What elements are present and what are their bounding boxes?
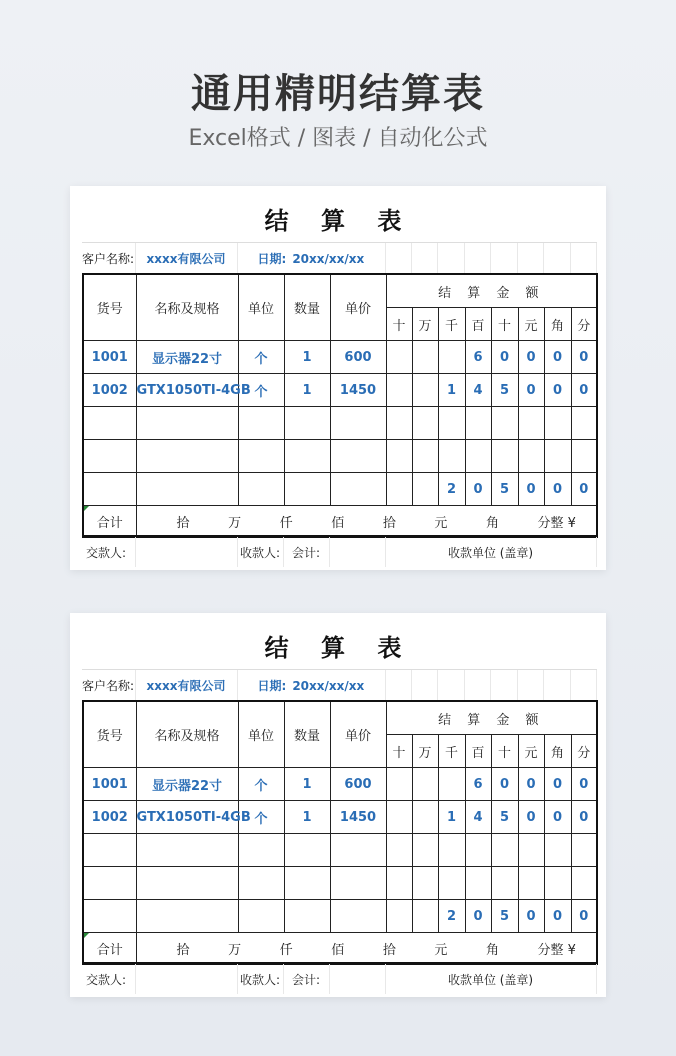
cell-qty xyxy=(284,407,330,440)
cell-digit: 0 xyxy=(491,341,518,374)
cell-qty xyxy=(284,900,330,933)
cell-code xyxy=(83,440,136,473)
cell-digit: 0 xyxy=(518,801,544,834)
cell-code xyxy=(83,834,136,867)
cell-name xyxy=(136,440,238,473)
cell-digit xyxy=(386,407,412,440)
cell-digit: 0 xyxy=(518,900,544,933)
digit-header: 十 xyxy=(491,735,518,768)
cell-digit: 0 xyxy=(544,768,571,801)
cell-digit xyxy=(544,440,571,473)
cell-digit: 0 xyxy=(491,768,518,801)
total-word: 元 xyxy=(434,942,448,958)
cell-price xyxy=(330,473,386,506)
total-word: 拾 xyxy=(176,942,190,958)
cell-digit xyxy=(491,440,518,473)
cell-digit xyxy=(518,407,544,440)
total-word: 仟 xyxy=(279,942,293,958)
cell-unit xyxy=(238,407,284,440)
cell-qty xyxy=(284,440,330,473)
payer-label: 交款人: xyxy=(82,963,135,994)
cell-digit xyxy=(518,867,544,900)
cell-digit: 5 xyxy=(491,801,518,834)
cell-digit xyxy=(438,834,465,867)
cell-digit: 0 xyxy=(544,801,571,834)
table-row xyxy=(83,341,597,374)
cell-unit xyxy=(238,900,284,933)
page-title: 通用精明结算表 xyxy=(191,71,485,117)
cell-price xyxy=(330,407,386,440)
cell-digit xyxy=(491,834,518,867)
cell-digit xyxy=(465,834,491,867)
total-word: 仟 xyxy=(279,515,293,531)
digit-header: 角 xyxy=(544,735,571,768)
cell-price xyxy=(330,834,386,867)
digit-header: 万 xyxy=(412,308,438,341)
cell-digit xyxy=(438,440,465,473)
table-row xyxy=(83,834,597,867)
cell-digit xyxy=(518,834,544,867)
cell-digit xyxy=(412,801,438,834)
cell-digit: 4 xyxy=(465,801,491,834)
customer-label: 客户名称: xyxy=(82,243,135,274)
cell-digit xyxy=(412,834,438,867)
customer-label: 客户名称: xyxy=(82,670,135,701)
cell-digit: 0 xyxy=(571,374,597,407)
cell-digit: 0 xyxy=(544,374,571,407)
cell-digit xyxy=(386,768,412,801)
receiver-label: 收款人: xyxy=(237,536,283,567)
cell-name xyxy=(136,834,238,867)
cell-digit: 0 xyxy=(571,900,597,933)
cell-digit xyxy=(412,900,438,933)
col-header-code: 货号 xyxy=(83,701,136,768)
cell-digit xyxy=(386,473,412,506)
cell-digit xyxy=(412,374,438,407)
digit-header: 角 xyxy=(544,308,571,341)
digit-header: 十 xyxy=(386,308,412,341)
cell-code xyxy=(83,900,136,933)
cell-digit xyxy=(491,867,518,900)
customer-value: xxxx有限公司 xyxy=(135,670,237,701)
total-word: 元 xyxy=(434,515,448,531)
cell-unit xyxy=(238,867,284,900)
cell-digit xyxy=(386,867,412,900)
cell-digit xyxy=(386,801,412,834)
col-header-amount: 结 算 金 额 xyxy=(386,701,597,735)
col-header-name: 名称及规格 xyxy=(136,701,238,768)
total-word: 拾 xyxy=(176,515,190,531)
total-word: 角 xyxy=(485,515,499,531)
cell-digit: 6 xyxy=(465,768,491,801)
col-header-price: 单价 xyxy=(330,701,386,768)
cell-digit: 4 xyxy=(465,374,491,407)
col-header-name: 名称及规格 xyxy=(136,274,238,341)
sheet-preview-1 xyxy=(70,186,606,570)
digit-header: 千 xyxy=(438,308,465,341)
cell-name: 显示器22寸 xyxy=(136,341,238,374)
cell-price xyxy=(330,900,386,933)
cell-price: 600 xyxy=(330,341,386,374)
cell-digit xyxy=(412,473,438,506)
cell-digit: 0 xyxy=(571,768,597,801)
digit-header: 分 xyxy=(571,308,597,341)
total-word: 角 xyxy=(485,942,499,958)
cell-qty: 1 xyxy=(284,801,330,834)
col-header-price: 单价 xyxy=(330,274,386,341)
cell-digit xyxy=(412,407,438,440)
total-words-cell xyxy=(136,933,597,965)
cell-code: 1001 xyxy=(83,341,136,374)
table-row xyxy=(83,801,597,834)
date-cell xyxy=(237,243,385,274)
digit-header: 分 xyxy=(571,735,597,768)
cell-digit: 0 xyxy=(518,341,544,374)
table-row xyxy=(83,374,597,407)
digit-header: 百 xyxy=(465,735,491,768)
table-row xyxy=(83,407,597,440)
col-header-qty: 数量 xyxy=(284,701,330,768)
cell-price xyxy=(330,440,386,473)
cell-digit: 6 xyxy=(465,341,491,374)
cell-digit: 0 xyxy=(465,473,491,506)
cell-digit: 0 xyxy=(518,374,544,407)
cell-digit xyxy=(438,867,465,900)
cell-digit xyxy=(412,341,438,374)
cell-unit: 个 xyxy=(238,768,284,801)
sheet-preview-2 xyxy=(70,613,606,997)
total-word: 拾 xyxy=(382,942,396,958)
sheet-footer-table xyxy=(82,962,597,994)
accountant-label: 会计: xyxy=(283,963,329,994)
date-label: 日期: xyxy=(257,251,287,266)
cell-digit: 0 xyxy=(571,341,597,374)
total-word: 万 xyxy=(228,942,242,958)
cell-name: GTX1050TI-4GB xyxy=(136,374,238,407)
cell-code: 1002 xyxy=(83,374,136,407)
cell-digit xyxy=(412,768,438,801)
cell-digit: 0 xyxy=(518,473,544,506)
cell-digit xyxy=(465,867,491,900)
cell-digit: 0 xyxy=(465,900,491,933)
cell-price: 600 xyxy=(330,768,386,801)
cell-unit: 个 xyxy=(238,374,284,407)
cell-digit xyxy=(386,341,412,374)
digit-header: 千 xyxy=(438,735,465,768)
total-label: 合计 xyxy=(83,933,136,965)
cell-digit: 5 xyxy=(491,374,518,407)
cell-digit xyxy=(412,440,438,473)
accountant-label: 会计: xyxy=(283,536,329,567)
digit-header: 万 xyxy=(412,735,438,768)
cell-qty: 1 xyxy=(284,374,330,407)
cell-digit: 5 xyxy=(491,473,518,506)
total-label: 合计 xyxy=(83,506,136,538)
cell-code xyxy=(83,867,136,900)
cell-name: GTX1050TI-4GB xyxy=(136,801,238,834)
total-word: 分整 ¥ xyxy=(537,515,576,531)
digit-header: 元 xyxy=(518,735,544,768)
col-header-code: 货号 xyxy=(83,274,136,341)
cell-digit xyxy=(571,407,597,440)
sheet-footer-table xyxy=(82,535,597,567)
total-word: 分整 ¥ xyxy=(537,942,576,958)
digit-header: 十 xyxy=(491,308,518,341)
cell-digit: 0 xyxy=(544,900,571,933)
cell-digit: 1 xyxy=(438,801,465,834)
cell-digit xyxy=(544,834,571,867)
col-header-amount: 结 算 金 额 xyxy=(386,274,597,308)
cell-digit: 0 xyxy=(518,768,544,801)
cell-digit: 0 xyxy=(544,473,571,506)
cell-qty: 1 xyxy=(284,341,330,374)
settlement-table xyxy=(82,700,598,965)
cell-code xyxy=(83,473,136,506)
page-subtitle: Excel格式 / 图表 / 自动化公式 xyxy=(188,126,488,151)
date-value: 20xx/xx/xx xyxy=(292,678,365,693)
stamp-label: 收款单位 (盖章) xyxy=(385,536,596,567)
digit-header: 元 xyxy=(518,308,544,341)
cell-digit xyxy=(438,341,465,374)
cell-digit xyxy=(491,407,518,440)
cell-unit: 个 xyxy=(238,801,284,834)
receiver-label: 收款人: xyxy=(237,963,283,994)
customer-value: xxxx有限公司 xyxy=(135,243,237,274)
cell-digit: 0 xyxy=(544,341,571,374)
cell-code xyxy=(83,407,136,440)
cell-digit xyxy=(386,374,412,407)
table-row xyxy=(83,473,597,506)
cell-digit: 1 xyxy=(438,374,465,407)
cell-code: 1002 xyxy=(83,801,136,834)
table-row xyxy=(83,440,597,473)
date-cell xyxy=(237,670,385,701)
cell-digit xyxy=(571,440,597,473)
col-header-unit: 单位 xyxy=(238,701,284,768)
table-row xyxy=(83,768,597,801)
table-row xyxy=(83,900,597,933)
cell-digit xyxy=(412,867,438,900)
total-word: 拾 xyxy=(382,515,396,531)
cell-name xyxy=(136,867,238,900)
date-label: 日期: xyxy=(257,678,287,693)
cell-qty xyxy=(284,867,330,900)
cell-name xyxy=(136,473,238,506)
cell-price xyxy=(330,867,386,900)
cell-digit xyxy=(386,900,412,933)
sheet-header-table xyxy=(82,621,597,700)
cell-digit: 5 xyxy=(491,900,518,933)
cell-unit: 个 xyxy=(238,341,284,374)
sheet-title: 结 算 表 xyxy=(82,621,596,670)
cell-digit xyxy=(465,407,491,440)
cell-digit xyxy=(571,834,597,867)
cell-digit xyxy=(465,440,491,473)
cell-unit xyxy=(238,834,284,867)
cell-unit xyxy=(238,473,284,506)
digit-header: 百 xyxy=(465,308,491,341)
date-value: 20xx/xx/xx xyxy=(292,251,365,266)
total-words-cell xyxy=(136,506,597,538)
stamp-label: 收款单位 (盖章) xyxy=(385,963,596,994)
cell-digit: 2 xyxy=(438,900,465,933)
total-word: 万 xyxy=(228,515,242,531)
cell-name: 显示器22寸 xyxy=(136,768,238,801)
digit-header: 十 xyxy=(386,735,412,768)
cell-digit xyxy=(544,407,571,440)
cell-code: 1001 xyxy=(83,768,136,801)
cell-price: 1450 xyxy=(330,374,386,407)
total-word: 佰 xyxy=(331,515,345,531)
cell-digit xyxy=(386,440,412,473)
cell-digit xyxy=(438,407,465,440)
cell-digit: 0 xyxy=(571,801,597,834)
cell-digit xyxy=(438,768,465,801)
cell-qty xyxy=(284,834,330,867)
cell-qty: 1 xyxy=(284,768,330,801)
cell-name xyxy=(136,900,238,933)
page-header xyxy=(0,68,676,154)
cell-digit: 0 xyxy=(571,473,597,506)
col-header-qty: 数量 xyxy=(284,274,330,341)
cell-digit xyxy=(518,440,544,473)
sheet-title: 结 算 表 xyxy=(82,194,596,243)
payer-label: 交款人: xyxy=(82,536,135,567)
cell-digit xyxy=(571,867,597,900)
cell-qty xyxy=(284,473,330,506)
col-header-unit: 单位 xyxy=(238,274,284,341)
sheet-header-table xyxy=(82,194,597,273)
cell-name xyxy=(136,407,238,440)
cell-digit xyxy=(544,867,571,900)
cell-digit: 2 xyxy=(438,473,465,506)
total-word: 佰 xyxy=(331,942,345,958)
cell-price: 1450 xyxy=(330,801,386,834)
cell-unit xyxy=(238,440,284,473)
cell-digit xyxy=(386,834,412,867)
table-row xyxy=(83,867,597,900)
settlement-table xyxy=(82,273,598,538)
